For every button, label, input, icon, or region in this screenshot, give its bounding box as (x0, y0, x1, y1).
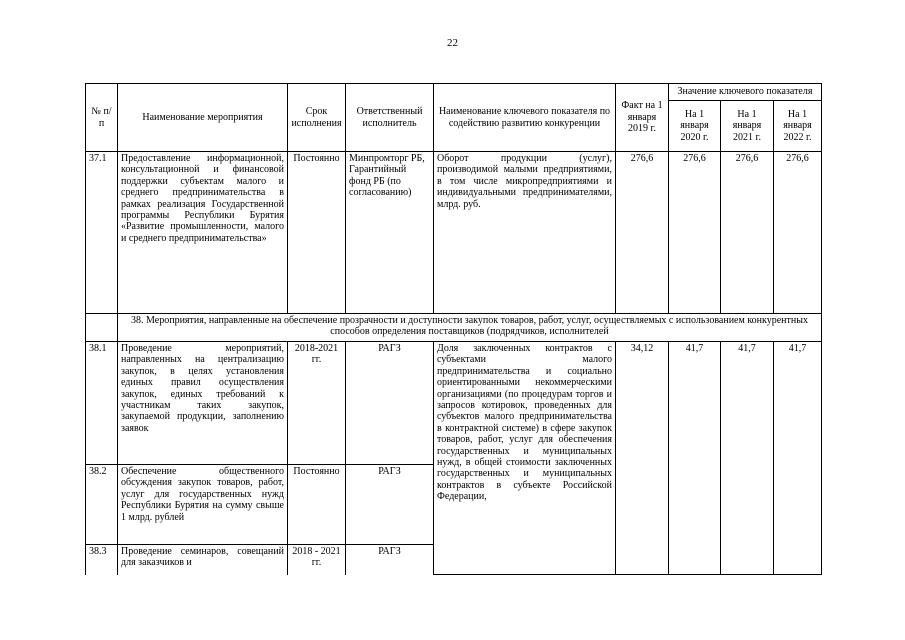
header-2022: На 1 января 2022 г. (774, 101, 822, 152)
section-title: 38. Мероприятия, направленные на обеспечение прозрачности и доступности закупок товаров, работ, услуг, осуществляемых с использованием конкурентных способов определения поставщиков (подрядчиков, исполнителей (118, 314, 822, 342)
header-value-group: Значение ключевого показателя (669, 84, 822, 101)
responsible-text: РАГЗ (346, 545, 434, 575)
page-number: 22 (447, 37, 458, 49)
event-text: Обеспечение общественного обсуждения закупок товаров, работ, услуг для государственных нужд Республики Бурятия на сумму свыше 1 млрд. рублей (118, 465, 288, 545)
header-event: Наименование мероприятия (118, 84, 288, 152)
deadline-text: 2018 - 2021 гг. (288, 545, 346, 575)
responsible-text: РАГЗ (346, 342, 434, 465)
header-2021: На 1 января 2021 г. (721, 101, 774, 152)
indicator-text: Доля заключенных контрактов с субъектами малого предпринимательства и социально ориентированными некоммерческими организациями (по процедурам торгов и запросов котировок, проведенных для субъектов малого предпринимательства в контрактной системе) в сфере закупок товаров, работ, услуг для обеспечения государственных и муниципальных нужд, в общей стоимости заключенных государственных и муниципальных контрактов в субъекте Российской Федерации, (434, 342, 616, 575)
section-row (86, 314, 822, 342)
event-text: Проведение мероприятий, направленных на централизацию закупок, в целях установления единых правил осуществления закупок, единых требований к участникам таких закупок, закупаемой продукции, заполнению заявок (118, 342, 288, 465)
row-num: 38.1 (86, 342, 118, 465)
value-2020: 41,7 (669, 342, 721, 575)
event-text: Предоставление информационной, консультационной и финансовой поддержки субъектам малого и среднего предпринимательства в рамках реализация Государственной программы Республики Бурятия «Развитие промышленности, малого и среднего предпринимательства» (118, 152, 288, 314)
measures-table (85, 83, 822, 575)
value-2020: 276,6 (669, 152, 721, 314)
responsible-text: РАГЗ (346, 465, 434, 545)
header-fact: Факт на 1 января 2019 г. (616, 84, 669, 152)
responsible-text: Минпромторг РБ, Гарантийный фонд РБ (по согласованию) (346, 152, 434, 314)
header-row (86, 84, 822, 101)
indicator-text: Оборот продукции (услуг), производимой малыми предприятиями, в том числе микропредприятиями и индивидуальными предпринимателями, млрд. руб. (434, 152, 616, 314)
value-2022: 41,7 (774, 342, 822, 575)
value-2021: 276,6 (721, 152, 774, 314)
fact-value: 34,12 (616, 342, 669, 575)
header-responsible: Ответственный исполнитель (346, 84, 434, 152)
header-indicator: Наименование ключевого показателя по содействию развитию конкуренции (434, 84, 616, 152)
value-2021: 41,7 (721, 342, 774, 575)
header-deadline: Срок исполнения (288, 84, 346, 152)
table-row (86, 152, 822, 314)
header-2020: На 1 января 2020 г. (669, 101, 721, 152)
header-num: № п/п (86, 84, 118, 152)
deadline-text: Постоянно (288, 465, 346, 545)
fact-value: 276,6 (616, 152, 669, 314)
event-text: Проведение семинаров, совещаний для заказчиков и (118, 545, 288, 575)
row-num: 38.2 (86, 465, 118, 545)
deadline-text: 2018-2021 гг. (288, 342, 346, 465)
value-2022: 276,6 (774, 152, 822, 314)
row-num: 37.1 (86, 152, 118, 314)
row-num: 38.3 (86, 545, 118, 575)
deadline-text: Постоянно (288, 152, 346, 314)
table-row (86, 342, 822, 465)
section-num-cell (86, 314, 118, 342)
